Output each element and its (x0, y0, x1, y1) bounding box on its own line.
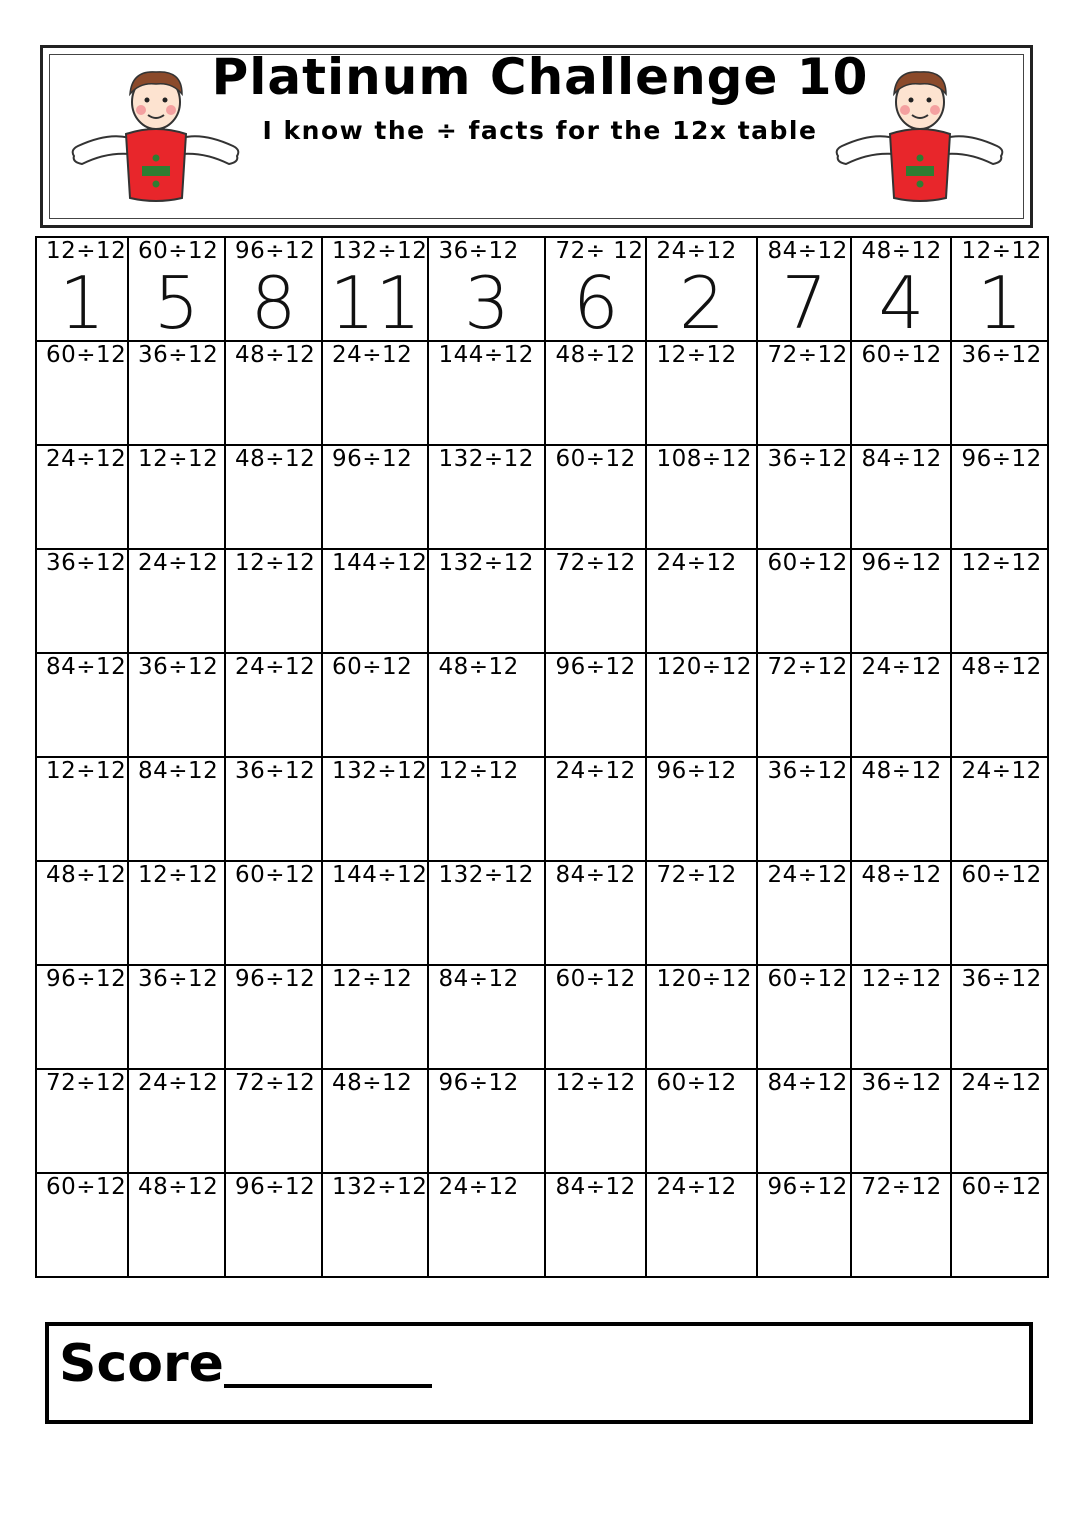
fact-label: 12÷12 (961, 550, 1042, 576)
fact-cell[interactable] (128, 965, 225, 1069)
division-facts-grid (35, 236, 1049, 1278)
fact-cell[interactable] (225, 1173, 322, 1277)
fact-cell[interactable] (428, 445, 545, 549)
fact-cell[interactable] (951, 1173, 1048, 1277)
fact-cell[interactable] (36, 757, 128, 861)
fact-cell[interactable] (757, 341, 851, 445)
fact-cell[interactable] (757, 237, 851, 345)
fact-cell[interactable] (322, 653, 428, 757)
fact-label: 84÷12 (555, 1174, 636, 1200)
fact-label: 24÷12 (138, 550, 219, 576)
fact-label: 36÷12 (861, 1070, 942, 1096)
handwritten-answer: 3 (464, 261, 510, 345)
fact-label: 84÷12 (861, 446, 942, 472)
fact-label: 60÷12 (235, 862, 316, 888)
fact-label: 36÷12 (46, 550, 127, 576)
fact-label: 132÷12 (332, 238, 428, 264)
fact-label: 12÷12 (235, 550, 316, 576)
score-blank-line[interactable] (224, 1384, 432, 1388)
fact-cell[interactable] (128, 1069, 225, 1173)
fact-label: 36÷12 (138, 966, 219, 992)
fact-cell[interactable] (36, 341, 128, 445)
fact-label: 144÷12 (438, 342, 534, 368)
fact-cell[interactable] (128, 653, 225, 757)
handwritten-answer: 8 (250, 261, 297, 345)
handwritten-answer: 7 (781, 261, 828, 345)
fact-cell[interactable] (951, 445, 1048, 549)
fact-cell[interactable] (128, 237, 225, 345)
page-subtitle: I know the ÷ facts for the 12x table (262, 116, 818, 145)
fact-label: 12÷12 (332, 966, 413, 992)
fact-label: 84÷12 (438, 966, 519, 992)
fact-cell[interactable] (545, 1069, 646, 1173)
fact-cell[interactable] (757, 549, 851, 653)
fact-cell[interactable] (951, 1069, 1048, 1173)
fact-label: 72÷12 (767, 342, 848, 368)
fact-label: 132÷12 (438, 862, 534, 888)
fact-label: 60÷12 (138, 238, 219, 264)
fact-label: 96÷12 (235, 1174, 316, 1200)
grid-row (36, 757, 1048, 861)
fact-cell[interactable] (851, 653, 951, 757)
fact-label: 72÷12 (861, 1174, 942, 1200)
fact-cell[interactable] (757, 757, 851, 861)
fact-label: 132÷12 (332, 758, 428, 784)
fact-cell[interactable] (646, 341, 757, 445)
fact-label: 144÷12 (332, 550, 428, 576)
fact-label: 144÷12 (332, 862, 428, 888)
fact-cell[interactable] (225, 965, 322, 1069)
handwritten-answer: 1 (59, 261, 105, 345)
grid-row (36, 237, 1048, 341)
fact-label: 36÷12 (961, 342, 1042, 368)
fact-label: 60÷12 (656, 1070, 737, 1096)
boy-mascot-icon (68, 68, 243, 208)
fact-label: 96÷12 (861, 550, 942, 576)
fact-cell[interactable] (757, 653, 851, 757)
fact-label: 12÷12 (961, 238, 1042, 264)
fact-cell[interactable] (36, 549, 128, 653)
fact-label: 96÷12 (438, 1070, 519, 1096)
score-label: Score (59, 1334, 224, 1394)
fact-cell[interactable] (225, 445, 322, 549)
fact-cell[interactable] (225, 237, 322, 345)
fact-label: 84÷12 (138, 758, 219, 784)
fact-cell[interactable] (36, 1173, 128, 1277)
fact-cell[interactable] (545, 445, 646, 549)
fact-label: 48÷12 (332, 1070, 413, 1096)
fact-label: 132÷12 (438, 446, 534, 472)
fact-label: 60÷12 (861, 342, 942, 368)
grid-row (36, 965, 1048, 1069)
fact-cell[interactable] (225, 1069, 322, 1173)
fact-cell[interactable] (128, 861, 225, 965)
fact-cell[interactable] (851, 1173, 951, 1277)
fact-cell[interactable] (646, 653, 757, 757)
fact-cell[interactable] (951, 653, 1048, 757)
fact-label: 12÷12 (138, 446, 219, 472)
fact-label: 60÷12 (46, 1174, 127, 1200)
fact-label: 96÷12 (656, 758, 737, 784)
fact-label: 60÷12 (767, 966, 848, 992)
fact-cell[interactable] (851, 757, 951, 861)
fact-label: 36÷12 (961, 966, 1042, 992)
fact-cell[interactable] (225, 341, 322, 445)
fact-cell[interactable] (646, 1069, 757, 1173)
fact-label: 48÷12 (861, 862, 942, 888)
page-title: Platinum Challenge 10 (211, 48, 869, 106)
fact-label: 120÷12 (656, 966, 752, 992)
fact-label: 36÷12 (767, 446, 848, 472)
fact-cell[interactable] (851, 861, 951, 965)
fact-label: 132÷12 (332, 1174, 428, 1200)
fact-cell[interactable] (225, 653, 322, 757)
fact-cell[interactable] (225, 757, 322, 861)
boy-mascot-icon (832, 68, 1007, 208)
grid-row (36, 341, 1048, 445)
fact-label: 12÷12 (46, 238, 127, 264)
fact-cell[interactable] (646, 965, 757, 1069)
fact-cell[interactable] (322, 341, 428, 445)
fact-label: 36÷12 (138, 654, 219, 680)
fact-cell[interactable] (757, 1069, 851, 1173)
handwritten-answer: 4 (878, 261, 925, 345)
fact-cell[interactable] (428, 549, 545, 653)
fact-label: 24÷12 (656, 238, 737, 264)
grid-row (36, 1173, 1048, 1277)
fact-cell[interactable] (757, 1173, 851, 1277)
fact-cell[interactable] (322, 965, 428, 1069)
handwritten-answer: 6 (573, 261, 619, 345)
fact-cell[interactable] (851, 341, 951, 445)
score-box (45, 1322, 1033, 1424)
fact-cell[interactable] (428, 1173, 545, 1277)
fact-cell[interactable] (428, 237, 545, 345)
handwritten-answer: 1 (977, 261, 1023, 345)
fact-label: 24÷12 (861, 654, 942, 680)
fact-cell[interactable] (757, 445, 851, 549)
fact-label: 84÷12 (46, 654, 127, 680)
fact-cell[interactable] (428, 965, 545, 1069)
fact-cell[interactable] (646, 549, 757, 653)
fact-cell[interactable] (428, 757, 545, 861)
fact-label: 24÷12 (46, 446, 127, 472)
fact-label: 48÷12 (555, 342, 636, 368)
fact-cell[interactable] (951, 237, 1048, 345)
fact-cell[interactable] (322, 1069, 428, 1173)
fact-cell[interactable] (322, 549, 428, 653)
fact-cell[interactable] (128, 1173, 225, 1277)
fact-label: 48÷12 (46, 862, 127, 888)
fact-label: 72÷ 12 (555, 238, 644, 264)
fact-cell[interactable] (225, 861, 322, 965)
fact-cell[interactable] (646, 445, 757, 549)
fact-cell[interactable] (428, 341, 545, 445)
fact-cell[interactable] (951, 965, 1048, 1069)
fact-label: 36÷12 (438, 238, 519, 264)
fact-cell[interactable] (951, 341, 1048, 445)
fact-label: 84÷12 (555, 862, 636, 888)
fact-cell[interactable] (36, 653, 128, 757)
grid-row (36, 1069, 1048, 1173)
fact-cell[interactable] (322, 445, 428, 549)
fact-cell[interactable] (128, 549, 225, 653)
fact-cell[interactable] (128, 341, 225, 445)
fact-label: 24÷12 (438, 1174, 519, 1200)
fact-label: 24÷12 (767, 862, 848, 888)
fact-label: 24÷12 (235, 654, 316, 680)
fact-label: 24÷12 (961, 1070, 1042, 1096)
fact-cell[interactable] (428, 1069, 545, 1173)
fact-cell[interactable] (851, 445, 951, 549)
fact-label: 12÷12 (138, 862, 219, 888)
fact-cell[interactable] (646, 757, 757, 861)
fact-label: 36÷12 (138, 342, 219, 368)
fact-cell[interactable] (545, 965, 646, 1069)
fact-label: 84÷12 (767, 1070, 848, 1096)
fact-label: 12÷12 (861, 966, 942, 992)
fact-cell[interactable] (951, 549, 1048, 653)
fact-label: 60÷12 (767, 550, 848, 576)
fact-label: 72÷12 (656, 862, 737, 888)
fact-label: 96÷12 (767, 1174, 848, 1200)
handwritten-answer: 5 (153, 261, 200, 345)
fact-cell[interactable] (545, 861, 646, 965)
grid-row (36, 445, 1048, 549)
fact-cell[interactable] (951, 861, 1048, 965)
fact-label: 72÷12 (235, 1070, 316, 1096)
fact-cell[interactable] (757, 965, 851, 1069)
fact-label: 96÷12 (332, 446, 413, 472)
fact-label: 96÷12 (555, 654, 636, 680)
fact-label: 24÷12 (555, 758, 636, 784)
fact-label: 96÷12 (46, 966, 127, 992)
fact-cell[interactable] (646, 237, 757, 345)
fact-cell[interactable] (545, 1173, 646, 1277)
fact-label: 72÷12 (767, 654, 848, 680)
fact-cell[interactable] (646, 861, 757, 965)
fact-cell[interactable] (757, 861, 851, 965)
fact-label: 120÷12 (656, 654, 752, 680)
fact-cell[interactable] (851, 237, 951, 345)
fact-label: 96÷12 (235, 238, 316, 264)
fact-label: 108÷12 (656, 446, 752, 472)
fact-label: 72÷12 (555, 550, 636, 576)
fact-cell[interactable] (36, 445, 128, 549)
fact-label: 96÷12 (961, 446, 1042, 472)
fact-label: 24÷12 (656, 1174, 737, 1200)
fact-label: 60÷12 (46, 342, 127, 368)
fact-label: 48÷12 (861, 238, 942, 264)
fact-cell[interactable] (646, 1173, 757, 1277)
fact-label: 72÷12 (46, 1070, 127, 1096)
fact-label: 48÷12 (235, 342, 316, 368)
fact-cell[interactable] (322, 757, 428, 861)
fact-label: 60÷12 (332, 654, 413, 680)
fact-cell[interactable] (36, 861, 128, 965)
fact-label: 36÷12 (235, 758, 316, 784)
fact-label: 12÷12 (656, 342, 737, 368)
fact-cell[interactable] (428, 861, 545, 965)
grid-row (36, 861, 1048, 965)
fact-cell[interactable] (428, 653, 545, 757)
fact-cell[interactable] (225, 549, 322, 653)
fact-label: 36÷12 (767, 758, 848, 784)
fact-cell[interactable] (951, 757, 1048, 861)
fact-label: 24÷12 (138, 1070, 219, 1096)
fact-cell[interactable] (545, 341, 646, 445)
fact-cell[interactable] (851, 1069, 951, 1173)
fact-cell[interactable] (851, 965, 951, 1069)
fact-label: 48÷12 (438, 654, 519, 680)
fact-cell[interactable] (545, 757, 646, 861)
fact-cell[interactable] (128, 445, 225, 549)
fact-cell[interactable] (545, 549, 646, 653)
fact-label: 60÷12 (961, 1174, 1042, 1200)
fact-label: 12÷12 (555, 1070, 636, 1096)
handwritten-answer: 2 (679, 261, 725, 345)
fact-cell[interactable] (545, 653, 646, 757)
fact-label: 48÷12 (235, 446, 316, 472)
fact-cell[interactable] (851, 549, 951, 653)
fact-label: 60÷12 (961, 862, 1042, 888)
fact-cell[interactable] (322, 237, 428, 345)
fact-label: 12÷12 (46, 758, 127, 784)
fact-label: 96÷12 (235, 966, 316, 992)
grid-row (36, 549, 1048, 653)
fact-cell[interactable] (545, 237, 646, 345)
fact-cell[interactable] (322, 861, 428, 965)
fact-label: 60÷12 (555, 966, 636, 992)
fact-label: 48÷12 (138, 1174, 219, 1200)
fact-label: 48÷12 (961, 654, 1042, 680)
fact-cell[interactable] (36, 965, 128, 1069)
fact-label: 12÷12 (438, 758, 519, 784)
fact-cell[interactable] (128, 757, 225, 861)
fact-label: 48÷12 (861, 758, 942, 784)
fact-label: 60÷12 (555, 446, 636, 472)
fact-label: 24÷12 (961, 758, 1042, 784)
fact-cell[interactable] (36, 1069, 128, 1173)
fact-label: 84÷12 (767, 238, 848, 264)
handwritten-answer: 11 (329, 261, 422, 345)
grid-row (36, 653, 1048, 757)
fact-cell[interactable] (36, 237, 128, 345)
fact-label: 24÷12 (656, 550, 737, 576)
fact-cell[interactable] (322, 1173, 428, 1277)
fact-label: 24÷12 (332, 342, 413, 368)
fact-label: 132÷12 (438, 550, 534, 576)
